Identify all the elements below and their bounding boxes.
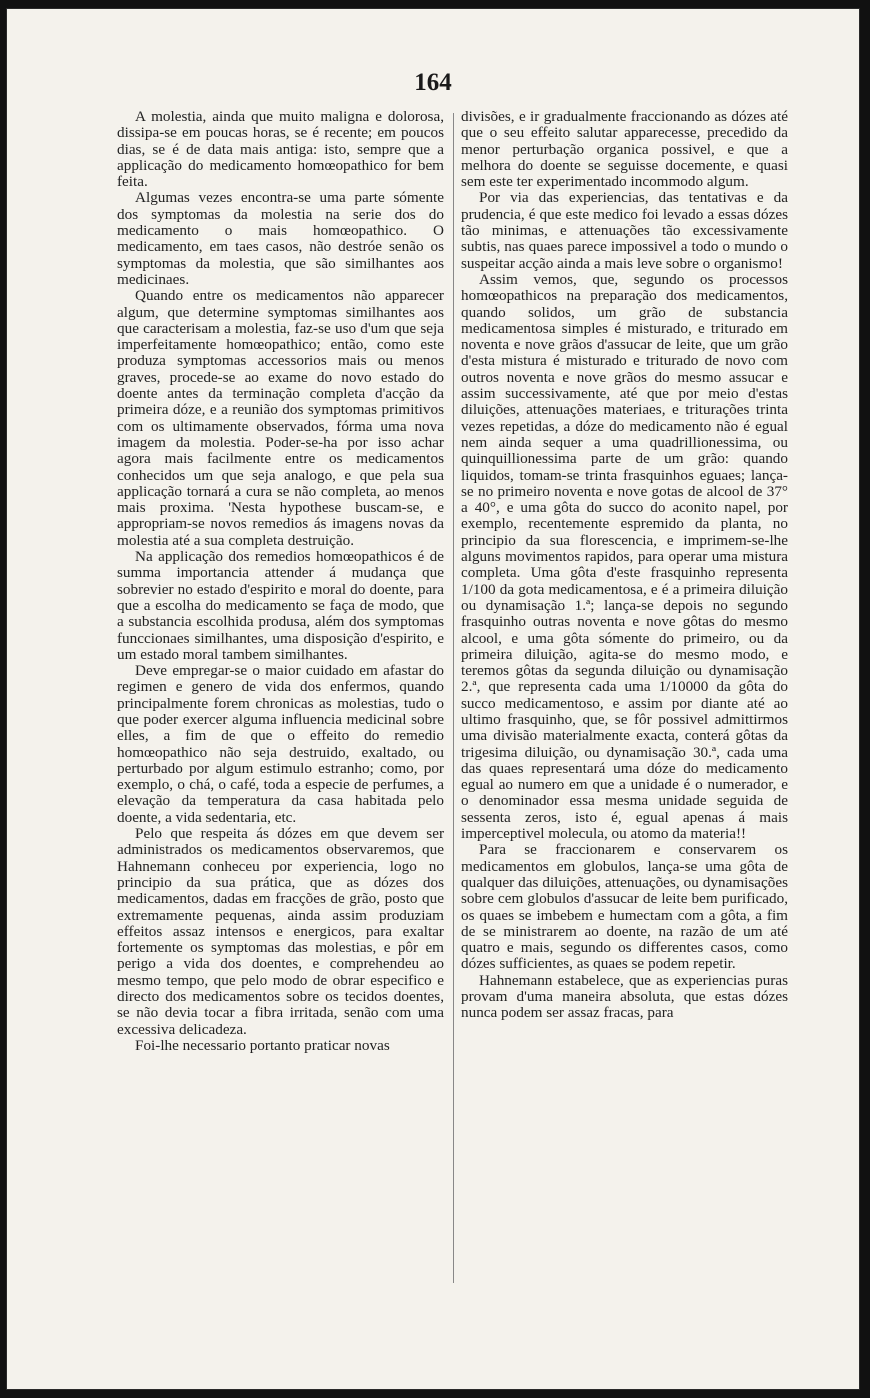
paragraph: Hahnemann estabelece, que as experiencias puras provam d'uma maneira absoluta, que estas dózes nunca podem ser assaz fracas, para bbox=[461, 971, 788, 1022]
paragraph: divisões, e ir gradualmente fraccionando as dózes até que o seu effeito salutar apparecesse, precedido da menor perturbação organica possivel, e que a melhora do doente se seguisse docemente, e quasi sem este ter experimentado incommodo algum. bbox=[461, 108, 788, 191]
paragraph: Pelo que respeita ás dózes em que devem ser administrados os medicamentos observaremos, que Hahnemann conheceu por experiencia, logo no principio da sua prática, que as dózes dos medicamentos, dadas em fracções de grão, posto que extremamente pequenas, ainda assim produziam effeitos assaz intensos e energicos, para exaltar fortemente os symptomas das molestias, e pôr em perigo a vida dos doentes, e comprehendeu ao mesmo tempo, que pelo modo de obrar especifico e directo dos medicamentos sobre os tecidos doentes, se não devia tocar a fibra irritada, senão com uma excessiva delicadeza. bbox=[117, 825, 444, 1038]
paragraph: Assim vemos, que, segundo os processos homœopathicos na preparação dos medicamentos, quando solidos, um grão de substancia medicamentosa simples é misturado, e triturado em noventa e nove grãos d'assucar de leite, que um grão d'esta mistura é misturado e triturado de novo com outros noventa e nove grãos do mesmo assucar e assim successivamente, até que por meio d'estas diluições, attenuações materiaes, e triturações trinta vezes repetidas, a dóze do medicamento não é egual nem ainda sequer a uma quadrillionessima, ou quinquillionessima parte de um grão: quando liquidos, tomam-se trinta frasquinhos eguaes; lança-se no primeiro noventa e nove gotas de alcool de 37° a 40°, e uma gôta do succo do aconito napel, por exemplo, recentemente espremido da planta, no principio da sua florescencia, e imprimem-se-lhe alguns movimentos rapidos, para operar uma mistura completa. Uma gôta d'este frasquinho representa 1/100 da gota medicamentosa, e é a primeira diluição ou dynamisação 1.ª; lança-se depois no segundo frasquinho outras noventa e nove gôtas do mesmo alcool, e uma gôta sómente do primeiro, ou da primeira diluição, agita-se do mesmo modo, e teremos gôtas da segunda diluição ou dynamisação 2.ª, que representa cada uma 1/10000 da gôta do succo medicamentoso, e assim por diante até ao ultimo frasquinho, que, se fôr possivel admittirmos uma divisão materialmente exacta, conterá gôtas da trigesima diluição, ou dynamisação 30.ª, cada uma das quaes representará uma dóze do medicamento egual ao numero em que a unidade é o numerador, e o denominador essa mesma unidade seguida de sessenta zeros, isto é, egual apenas á mais imperceptivel molecula, ou atomo da materia!! bbox=[461, 270, 788, 843]
book-page bbox=[6, 8, 860, 1390]
paragraph: Foi-lhe necessario portanto praticar novas bbox=[135, 1036, 390, 1054]
left-column bbox=[117, 109, 444, 1054]
right-column bbox=[461, 109, 788, 1022]
paragraph: Deve empregar-se o maior cuidado em afastar do regimen e genero de vida dos enfermos, quando principalmente forem chronicas as molestias, tudo o que poder exercer alguma influencia medicinal sobre elles, a fim de que o effeito do remedio homœopathico não seja destruido, exaltado, ou perturbado por algum estimulo estranho; como, por exemplo, o chá, o café, toda a especie de perfumes, a elevação da temperatura da casa habitada pelo doente, a vida sedentaria, etc. bbox=[117, 662, 444, 826]
paragraph: Quando entre os medicamentos não apparecer algum, que determine symptomas similhantes aos que caracterisam a molestia, faz-se uso d'um que seja imperfeitamente homœopathico; então, como este produza symptomas accessorios mais ou menos graves, procede-se ao exame do novo estado do doente antes da terminação completa d'acção da primeira dóze, e a reunião dos symptomas primitivos com os ultimamente observados, fórma uma nova imagem da molestia. Poder-se-ha por isso achar agora mais facilmente entre os medicamentos conhecidos um que seja analogo, e que pela sua applicação tornará a cura se não completa, ao menos mais proxima. 'Nesta hypothese buscam-se, e appropriam-se novos remedios ás imagens novas da molestia até a sua completa destruição. bbox=[117, 287, 444, 549]
paragraph: Para se fraccionarem e conservarem os medicamentos em globulos, lança-se uma gôta de qualquer das diluições, attenuações, ou dynamisações sobre cem globulos d'assucar de leite bem purificado, os quaes se imbebem e humectam com a gôta, a fim de se ministrarem ao doente, na razão de um até quatro e mais, segundo os differentes casos, como dózes sufficientes, as quaes se podem repetir. bbox=[461, 841, 788, 973]
paragraph: Por via das experiencias, das tentativas e da prudencia, é que este medico foi levado a essas dózes tão minimas, e attenuações tão excessivamente subtis, nas quaes parece impossivel a todo o mundo o suspeitar acção ainda a mais leve sobre o organismo! bbox=[461, 189, 788, 272]
paragraph: A molestia, ainda que muito maligna e dolorosa, dissipa-se em poucas horas, se é recente; em poucos dias, se é de data mais antiga: isto, sempre que a applicação do medicamento homœopathico for bem feita. bbox=[117, 108, 444, 191]
paragraph: Algumas vezes encontra-se uma parte sómente dos symptomas da molestia na serie dos do medicamento o mais homœopathico. O medicamento, em taes casos, não destróe senão os symptomas da molestia, que são similhantes aos medicinaes. bbox=[117, 189, 444, 288]
column-divider bbox=[453, 113, 454, 1283]
paragraph: Na applicação dos remedios homœopathicos é de summa importancia attender á mudança que sobrevier no estado d'espirito e moral do doente, para que a escolha do medicamento se faça de modo, que a substancia escolhida produsa, além dos symptomas funccionaes similhantes, uma disposição d'espirito, e um estado moral tambem similhantes. bbox=[117, 548, 444, 663]
page-number: 164 bbox=[414, 69, 452, 96]
